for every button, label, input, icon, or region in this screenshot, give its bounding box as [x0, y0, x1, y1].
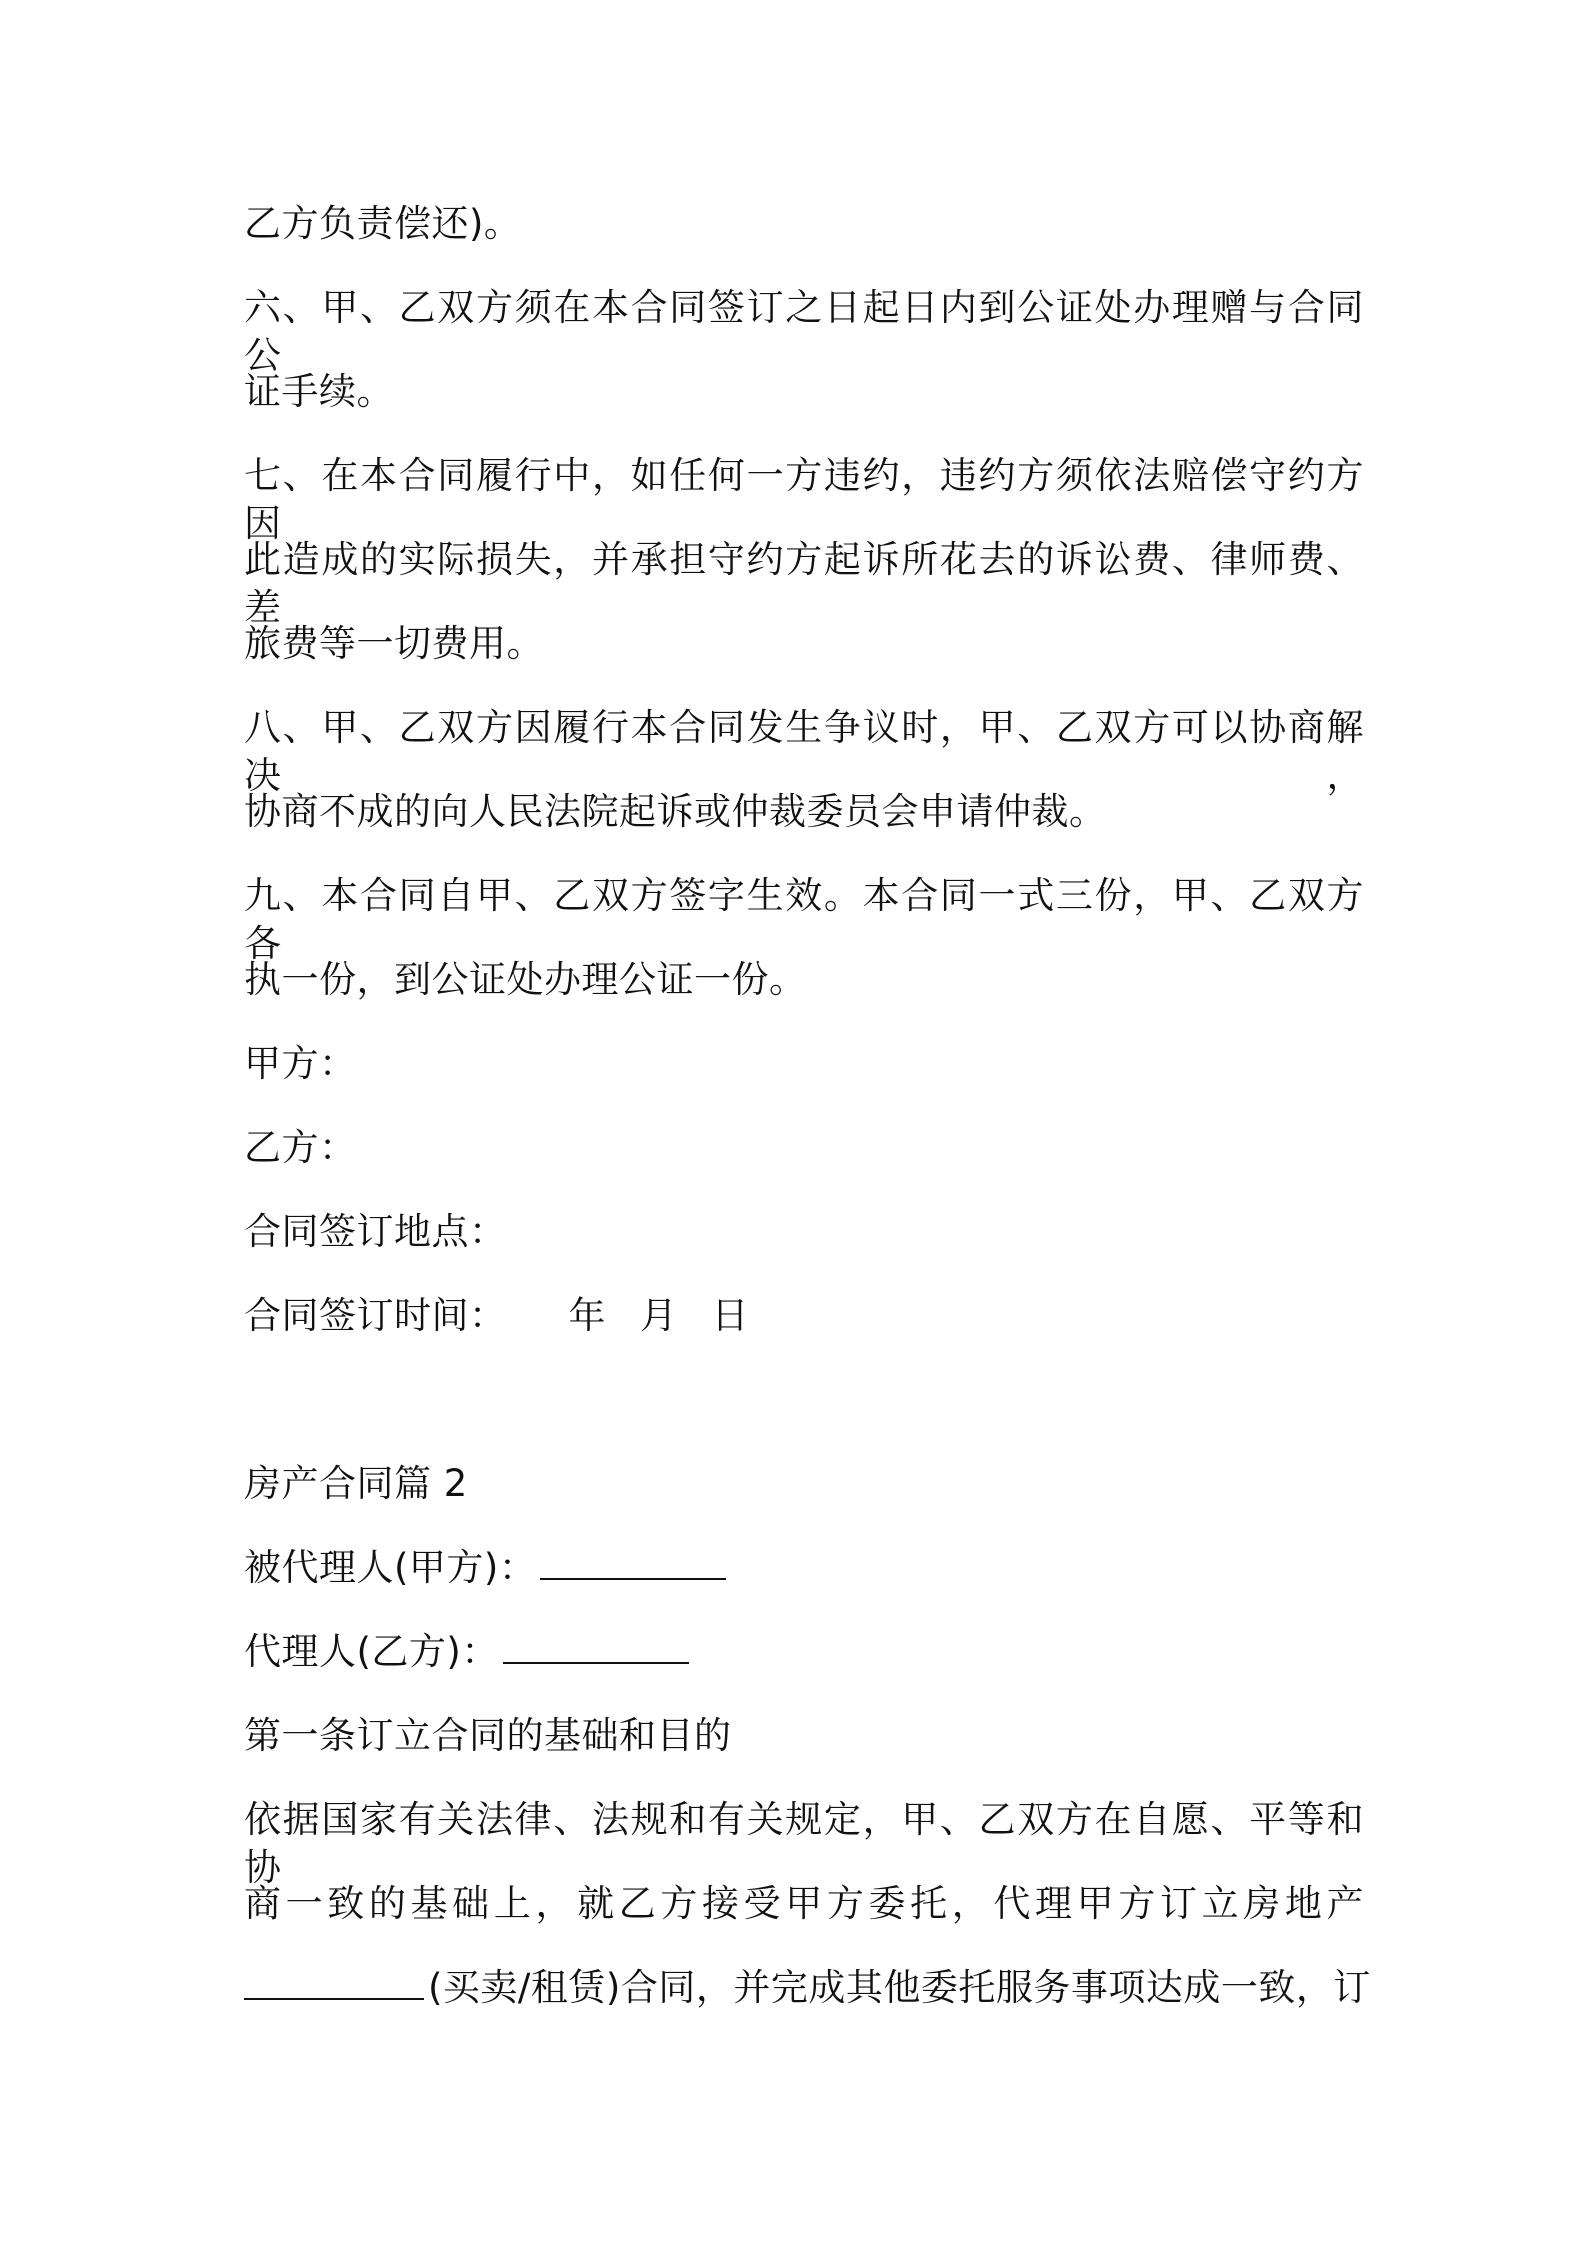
principal-row [244, 1544, 1364, 1592]
signing-date-row [244, 1292, 1364, 1340]
clause-nine-line-2: 执一份，到公证处办理公证一份。 [244, 958, 807, 1001]
clause-seven-line-2: 此造成的实际损失，并承担守约方起诉所花去的诉讼费、律师费、差 [244, 538, 1364, 629]
party-a-label: 甲方： [244, 1042, 357, 1085]
section-heading: 房产合同篇 2 [244, 1462, 468, 1505]
signing-place-label: 合同签订地点： [244, 1210, 507, 1253]
article-one-heading: 第一条订立合同的基础和目的 [244, 1714, 732, 1757]
signing-date-year: 年 [568, 1294, 606, 1337]
signing-date-month: 月 [640, 1294, 678, 1337]
clause-eight-line-2: 协商不成的向人民法院起诉或仲裁委员会申请仲裁。 [244, 790, 1107, 833]
principal-blank [540, 1546, 726, 1580]
article-one-line-1: 依据国家有关法律、法规和有关规定，甲、乙双方在自愿、平等和协 [244, 1798, 1364, 1889]
clause-seven-line-3: 旅费等一切费用。 [244, 622, 544, 665]
clause-eight-line-1: 八、甲、乙双方因履行本合同发生争议时，甲、乙双方可以协商解决， [244, 706, 1364, 797]
principal-label: 被代理人(甲方)： [244, 1546, 537, 1589]
agent-label: 代理人(乙方)： [244, 1630, 499, 1673]
clause-seven-line-1: 七、在本合同履行中，如任何一方违约，违约方须依法赔偿守约方因 [244, 454, 1364, 545]
contract-type-blank [244, 1966, 424, 2000]
agent-row [244, 1628, 1364, 1676]
article-one-line-3-text: (买卖/租赁)合同，并完成其他委托服务事项达成一致，订 [428, 1966, 1371, 2009]
party-b-label: 乙方： [244, 1126, 357, 1169]
article-one-line-3 [244, 1964, 1371, 2012]
clause-six-line-1: 六、甲、乙双方须在本合同签订之日起日内到公证处办理赠与合同公 [244, 286, 1364, 377]
signing-date-label: 合同签订时间： [244, 1294, 507, 1337]
signing-date-day: 日 [711, 1294, 749, 1337]
agent-blank [503, 1630, 689, 1664]
clause-six-line-2: 证手续。 [244, 370, 394, 413]
article-one-line-2: 商一致的基础上，就乙方接受甲方委托，代理甲方订立房地产 [244, 1882, 1364, 1925]
clause-nine-line-1: 九、本合同自甲、乙双方签字生效。本合同一式三份，甲、乙双方各 [244, 874, 1364, 965]
paragraph-line: 乙方负责偿还)。 [244, 202, 522, 245]
